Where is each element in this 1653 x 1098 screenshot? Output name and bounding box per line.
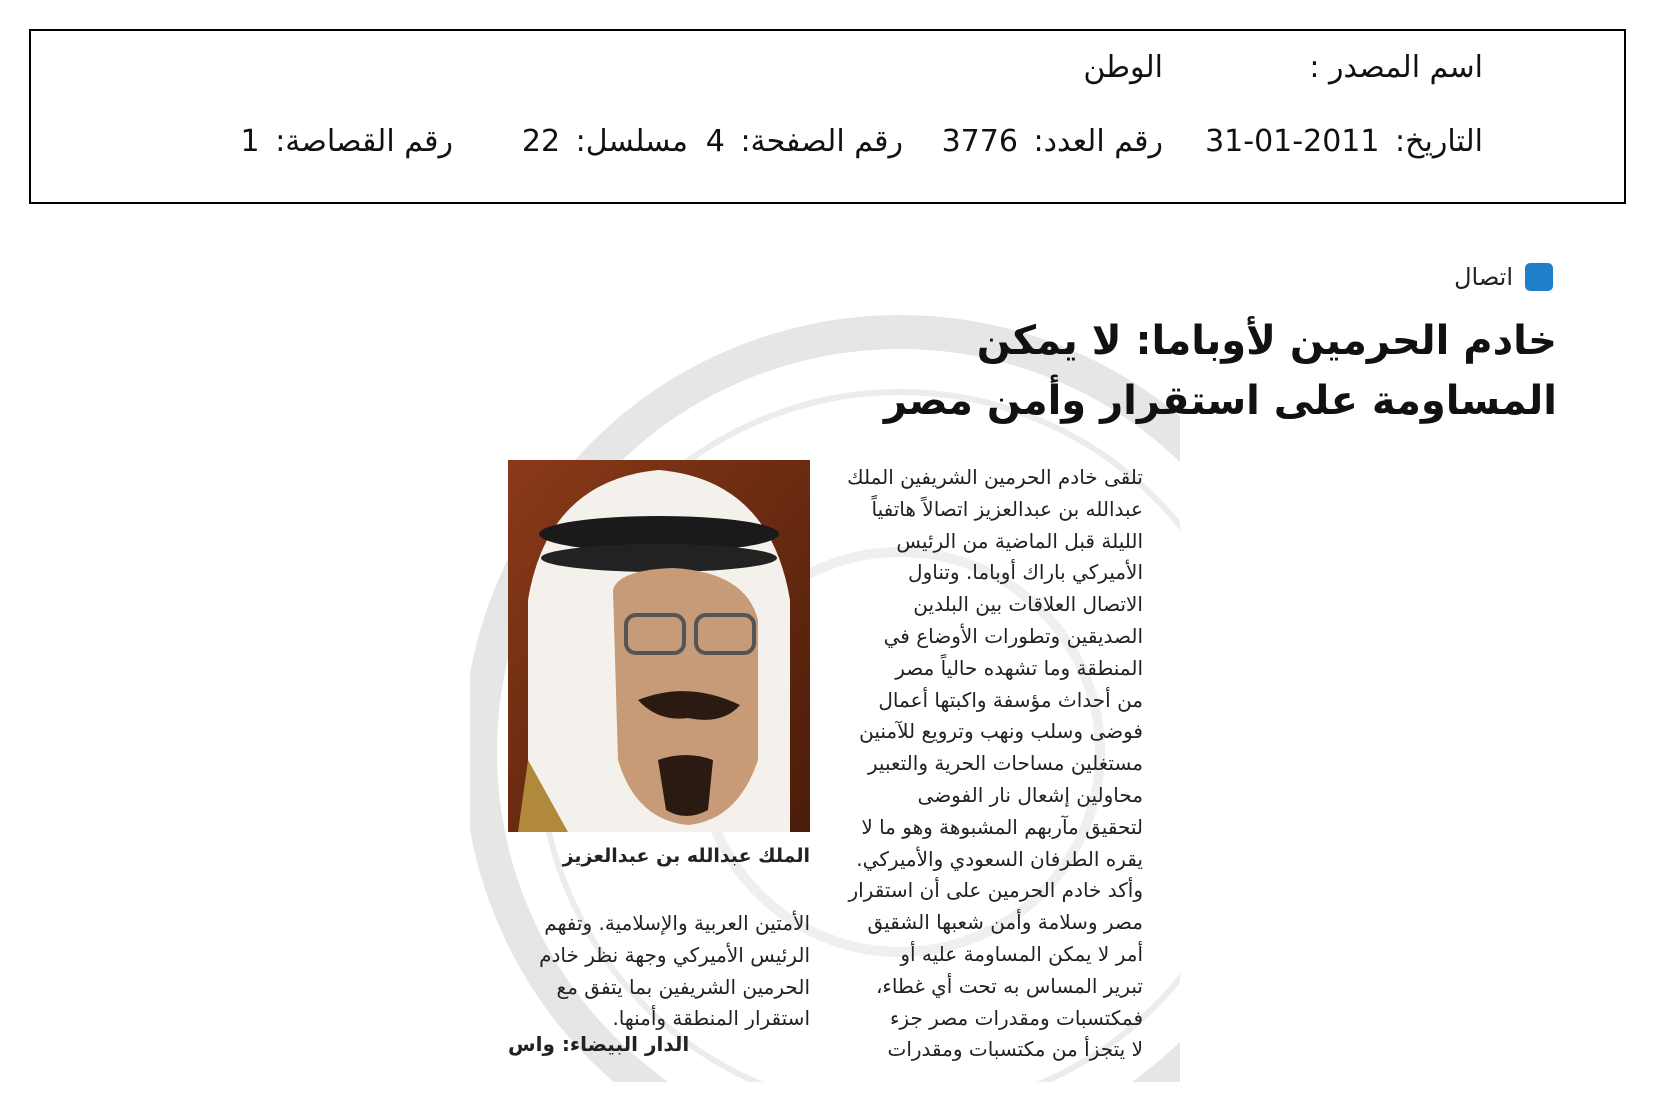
section-marker-icon [1525,263,1553,291]
serial-value: 22 [521,124,561,159]
body-line: تبرير المساس به تحت أي غطاء، [875,973,1143,998]
body-line: تلقى خادم الحرمين الشريفين الملك [847,465,1143,489]
body-line: الأميركي باراك أوباما. وتناول [908,560,1143,585]
body-line: المنطقة وما تشهده حالياً مصر [895,655,1143,680]
body-line: محاولين إشعال نار الفوضى [917,782,1143,807]
body-line: يقره الطرفان السعودي والأميركي. [856,846,1143,871]
body-line: الحرمين الشريفين بما يتفق مع [556,974,810,999]
issue-label: رقم العدد: [1033,124,1163,159]
article-body-right [843,462,1143,1066]
clip-label: رقم القصاصة: [275,124,453,159]
body-line: وأكد خادم الحرمين على أن استقرار [848,878,1143,903]
headline-line-1: خادم الحرمين لأوباما: لا يمكن [976,318,1557,364]
source-label: اسم المصدر : [1309,50,1483,85]
headline-line-2: المساومة على استقرار وأمن مصر [883,378,1557,424]
serial-field [522,124,688,159]
date-value: 2011-01-31 [1205,124,1380,159]
body-line: عبدالله بن عبدالعزيز اتصالاً هاتفياً [871,496,1143,521]
portrait-image [508,460,810,832]
body-line: فمكتسبات ومقدرات مصر جزء [890,1005,1143,1030]
body-line: لتحقيق مآربهم المشبوهة وهو ما لا [861,814,1143,839]
serial-label: مسلسل: [575,124,688,159]
section-tag [1454,263,1553,291]
issue-value: 3776 [941,124,1018,159]
body-line: أمر لا يمكن المساومة عليه أو [900,941,1143,966]
body-line: مستغلين مساحات الحرية والتعبير [867,751,1143,776]
photo-caption: الملك عبدالله بن عبدالعزيز [562,845,810,867]
issue-field [942,124,1163,159]
body-line: الرئيس الأميركي وجهة نظر خادم [539,942,810,967]
page-value: 4 [705,124,725,159]
body-line: فوضى وسلب ونهب وترويع للآمنين [859,719,1143,744]
source-value: الوطن [1083,50,1163,85]
page-label: رقم الصفحة: [740,124,903,159]
king-photo [508,460,810,832]
body-line: الاتصال العلاقات بين البلدين [913,592,1143,617]
date-field [1205,124,1483,159]
body-line: استقرار المنطقة وأمنها. [612,1006,810,1031]
body-line: لا يتجزأ من مكتسبات ومقدرات [887,1037,1143,1062]
page-field [706,124,903,159]
body-line: مصر وسلامة وأمن شعبها الشقيق [867,910,1143,935]
article-body-left [508,908,810,1035]
byline: الدار البيضاء: واس [508,1032,690,1056]
source-field [1309,50,1483,85]
section-label: اتصال [1454,263,1513,291]
body-line: من أحداث مؤسفة واكبتها أعمال [878,687,1143,712]
clip-value: 1 [240,124,260,159]
body-line: الليلة قبل الماضية من الرئيس [896,528,1143,553]
date-label: التاريخ: [1395,124,1483,159]
body-line: الصديقين وتطورات الأوضاع في [883,623,1143,648]
body-line: الأمتين العربية والإسلامية. وتفهم [544,911,810,935]
clip-field [241,124,453,159]
